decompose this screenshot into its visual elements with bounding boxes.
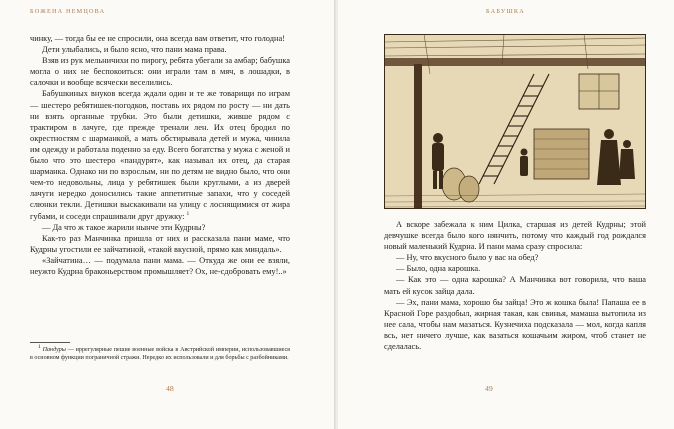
running-head-left: БОЖЕНА НЕМЦОВА (30, 8, 106, 15)
page-number-right: 49 (485, 384, 493, 393)
footnote-term: Пандуры (42, 347, 66, 353)
paragraph: чинку, — тогда бы ее не спросили, она всегда вам ответит, что голодна! (30, 34, 285, 43)
paragraph (30, 88, 290, 221)
paragraph: «Зайчатина… — подумала пани мама. — Откуда же они ее взяли, неужто Кудрна браконьерством промышляет? Ох, не-сдобровать ему!..» (30, 255, 290, 276)
paragraph: — Эх, пани мама, хорошо бы зайца! Это ж кошка была! Папаша ее в Красной Горе раздобыл, жирная такая, как свинья, мамаша вытопила из нее сала, чтобы нам мазаться. Кузнечиха подсказала — мол, когда капля всь, нет ничего лучше, как вазаться кошачьим жиром, чтоб станет не сделалась. (384, 297, 646, 352)
paragraph: — Ну, что вкусного было у вас на обед? (396, 253, 539, 263)
right-text-column (384, 219, 646, 352)
paragraph: — Как это — одна карошка? А Манчинка вот говорила, что ваша мать ей кусок зайца дала. (384, 275, 646, 296)
paragraph: А вскоре забежала к ним Цилка, старшая из детей Кудрны; этой девчушке всегда было кого нянчить, потому что каждый год рождался новый маленький Кудрна. И пани мама сразу спросила: (384, 220, 646, 252)
illustration-drawing (384, 34, 646, 209)
paragraph: Как-то раз Манчинка пришла от них и рассказала пани маме, что Кудрны угостили ее зайчатиной, «такой вкусной, прямо как миндаль». (30, 233, 290, 254)
left-text-column (30, 33, 290, 277)
paragraph: — Да что ж такое жарили нынче эти Кудрны? (42, 222, 206, 232)
running-head-right: БАБУШКА (486, 8, 525, 15)
paragraph: Взяв из рук мельничихи по пирогу, ребята убегали за амбар; бабушка могла о них не беспокоиться: они играли там в мяч, в лошадки, в салочки и вообще всячески веселились. (30, 56, 290, 88)
right-page (338, 0, 674, 429)
page-number-left: 48 (166, 384, 174, 393)
paragraph: Дети улыбались, и было ясно, что пани мама права. (42, 45, 227, 55)
paragraph: — Было, одна карошка. (396, 264, 481, 274)
footnote (30, 343, 290, 362)
footnote-text: — иррегулярные пешие военные войска в Австрийской империи, использовавшиеся в основном функции пограничной стражи. Нередко их использовали и для борьбы с разбойниками. (30, 347, 290, 362)
paragraph-text: Бабушкиных внуков всегда ждали один и те же товарищи по играм — шестеро ребятишек-погодков, поставь их рядом по росту — ни дать ни взять органные трубки. Это были детишки, живше рядом с трактиром в лачуге, где прежде тренали лен. Их отец бродил по окрестностям с шарманкой, а мать обстирывала детей и мужа, чинила им одежду и работала поденно за еду. Всего богатства у мужа с женой и было что это шестеро «пандурят», как называл их отец, да старая шарманка. Однако ни по взрослым, ни по детям не видно было, что они чем-то недовольны, лица у ребятишек были круглыми, а из дверей лачуги нередко доносились такие аппетитные запахи, что у соседей слюнки текли. Детишки выскакивали на улицу с лоснящимися от жира губами, и соседи спрашивали друг дружку: (30, 89, 290, 221)
mill-interior-illustration (384, 34, 646, 209)
footnote-mark: 1 (38, 343, 41, 350)
left-page (0, 0, 336, 429)
footnote-rule (30, 342, 70, 343)
footnote-ref: 1 (186, 210, 190, 217)
